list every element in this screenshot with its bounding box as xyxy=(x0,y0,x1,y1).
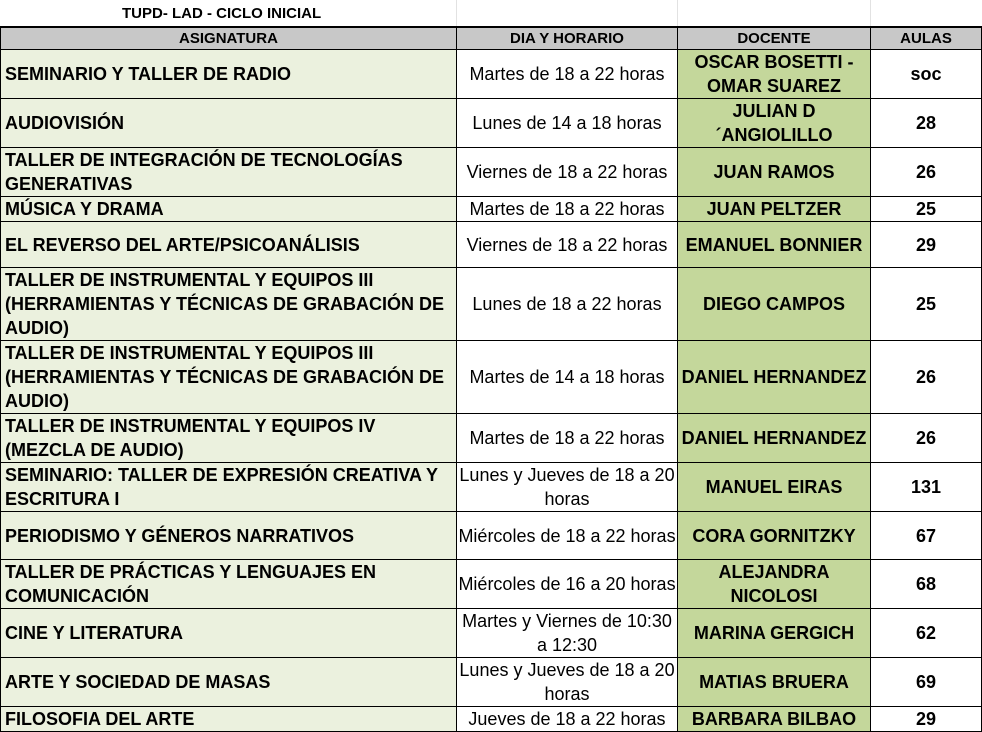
subject-cell[interactable]: SEMINARIO: TALLER DE EXPRESIÓN CREATIVA Y ESCRITURA I xyxy=(1,463,457,512)
teacher-cell[interactable]: MARINA GERGICH xyxy=(678,609,871,658)
gridline xyxy=(677,0,678,26)
room-cell[interactable]: 26 xyxy=(871,341,982,414)
schedule-cell[interactable]: Viernes de 18 a 22 horas xyxy=(457,148,678,197)
subject-cell[interactable]: ARTE Y SOCIEDAD DE MASAS xyxy=(1,658,457,707)
column-header-room[interactable]: AULAS xyxy=(871,27,982,50)
sheet-title-row xyxy=(0,0,982,26)
table-row xyxy=(1,50,982,99)
teacher-cell[interactable]: CORA GORNITZKY xyxy=(678,512,871,560)
room-cell[interactable]: 25 xyxy=(871,268,982,341)
table-row xyxy=(1,512,982,560)
schedule-cell[interactable]: Lunes de 14 a 18 horas xyxy=(457,99,678,148)
gridline xyxy=(456,0,457,26)
schedule-cell[interactable]: Martes de 18 a 22 horas xyxy=(457,50,678,99)
room-cell[interactable]: 69 xyxy=(871,658,982,707)
schedule-cell[interactable]: Lunes y Jueves de 18 a 20 horas xyxy=(457,658,678,707)
table-row xyxy=(1,560,982,609)
teacher-cell[interactable]: EMANUEL BONNIER xyxy=(678,222,871,268)
table-row xyxy=(1,268,982,341)
table-row xyxy=(1,222,982,268)
teacher-cell[interactable]: MATIAS BRUERA xyxy=(678,658,871,707)
schedule-cell[interactable]: Lunes y Jueves de 18 a 20 horas xyxy=(457,463,678,512)
table-body xyxy=(1,50,982,732)
teacher-cell[interactable]: JUAN RAMOS xyxy=(678,148,871,197)
schedule-cell[interactable]: Miércoles de 18 a 22 horas xyxy=(457,512,678,560)
subject-cell[interactable]: TALLER DE PRÁCTICAS Y LENGUAJES EN COMUNICACIÓN xyxy=(1,560,457,609)
teacher-cell[interactable]: MANUEL EIRAS xyxy=(678,463,871,512)
teacher-cell[interactable]: DANIEL HERNANDEZ xyxy=(678,341,871,414)
room-cell[interactable]: soc xyxy=(871,50,982,99)
room-cell[interactable]: 28 xyxy=(871,99,982,148)
schedule-table xyxy=(0,26,982,732)
teacher-cell[interactable]: JUAN PELTZER xyxy=(678,197,871,222)
schedule-cell[interactable]: Martes de 18 a 22 horas xyxy=(457,414,678,463)
teacher-cell[interactable]: DANIEL HERNANDEZ xyxy=(678,414,871,463)
room-cell[interactable]: 29 xyxy=(871,707,982,732)
table-row xyxy=(1,341,982,414)
schedule-cell[interactable]: Jueves de 18 a 22 horas xyxy=(457,707,678,732)
subject-cell[interactable]: TALLER DE INSTRUMENTAL Y EQUIPOS III (HERRAMIENTAS Y TÉCNICAS DE GRABACIÓN DE AUDIO) xyxy=(1,341,457,414)
gridline xyxy=(870,0,871,26)
table-row xyxy=(1,414,982,463)
subject-cell[interactable]: MÚSICA Y DRAMA xyxy=(1,197,457,222)
subject-cell[interactable]: EL REVERSO DEL ARTE/PSICOANÁLISIS xyxy=(1,222,457,268)
room-cell[interactable]: 26 xyxy=(871,414,982,463)
table-row xyxy=(1,148,982,197)
subject-cell[interactable]: PERIODISMO Y GÉNEROS NARRATIVOS xyxy=(1,512,457,560)
column-header-subject[interactable]: ASIGNATURA xyxy=(1,27,457,50)
column-header-schedule[interactable]: DIA Y HORARIO xyxy=(457,27,678,50)
schedule-cell[interactable]: Viernes de 18 a 22 horas xyxy=(457,222,678,268)
sheet-title: TUPD- LAD - CICLO INICIAL xyxy=(122,5,322,22)
table-row xyxy=(1,707,982,732)
subject-cell[interactable]: SEMINARIO Y TALLER DE RADIO xyxy=(1,50,457,99)
room-cell[interactable]: 131 xyxy=(871,463,982,512)
table-row xyxy=(1,99,982,148)
subject-cell[interactable]: FILOSOFIA DEL ARTE xyxy=(1,707,457,732)
teacher-cell[interactable]: DIEGO CAMPOS xyxy=(678,268,871,341)
schedule-cell[interactable]: Martes de 14 a 18 horas xyxy=(457,341,678,414)
header-row xyxy=(1,27,982,50)
teacher-cell[interactable]: JULIAN D´ANGIOLILLO xyxy=(678,99,871,148)
table-row xyxy=(1,197,982,222)
table-row xyxy=(1,658,982,707)
subject-cell[interactable]: TALLER DE INSTRUMENTAL Y EQUIPOS III (HERRAMIENTAS Y TÉCNICAS DE GRABACIÓN DE AUDIO) xyxy=(1,268,457,341)
room-cell[interactable]: 29 xyxy=(871,222,982,268)
schedule-cell[interactable]: Miércoles de 16 a 20 horas xyxy=(457,560,678,609)
room-cell[interactable]: 25 xyxy=(871,197,982,222)
room-cell[interactable]: 68 xyxy=(871,560,982,609)
column-header-teacher[interactable]: DOCENTE xyxy=(678,27,871,50)
subject-cell[interactable]: TALLER DE INTEGRACIÓN DE TECNOLOGÍAS GENERATIVAS xyxy=(1,148,457,197)
room-cell[interactable]: 62 xyxy=(871,609,982,658)
schedule-cell[interactable]: Martes y Viernes de 10:30 a 12:30 xyxy=(457,609,678,658)
subject-cell[interactable]: AUDIOVISIÓN xyxy=(1,99,457,148)
schedule-cell[interactable]: Lunes de 18 a 22 horas xyxy=(457,268,678,341)
subject-cell[interactable]: CINE Y LITERATURA xyxy=(1,609,457,658)
subject-cell[interactable]: TALLER DE INSTRUMENTAL Y EQUIPOS IV (MEZCLA DE AUDIO) xyxy=(1,414,457,463)
table-row xyxy=(1,463,982,512)
teacher-cell[interactable]: OSCAR BOSETTI - OMAR SUAREZ xyxy=(678,50,871,99)
teacher-cell[interactable]: BARBARA BILBAO xyxy=(678,707,871,732)
table-row xyxy=(1,609,982,658)
teacher-cell[interactable]: ALEJANDRA NICOLOSI xyxy=(678,560,871,609)
room-cell[interactable]: 26 xyxy=(871,148,982,197)
schedule-cell[interactable]: Martes de 18 a 22 horas xyxy=(457,197,678,222)
room-cell[interactable]: 67 xyxy=(871,512,982,560)
